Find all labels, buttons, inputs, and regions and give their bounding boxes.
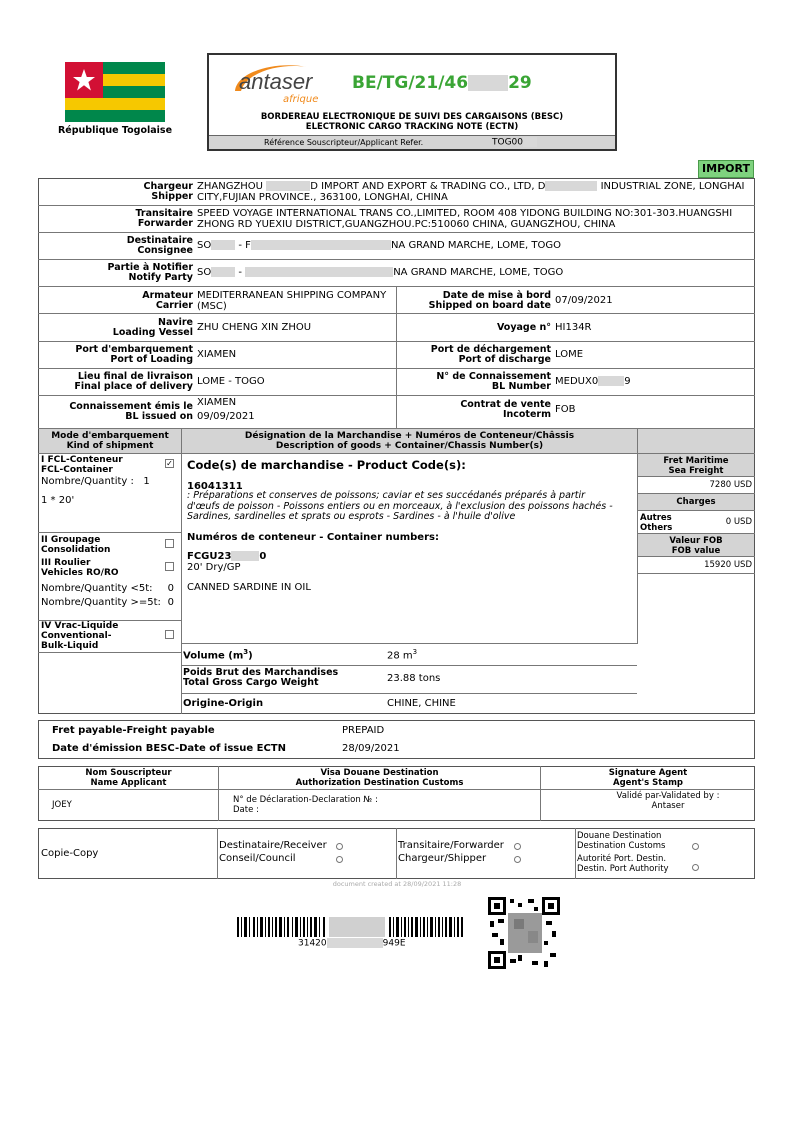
copy-port: Autorité Port. Destin. Destin. Port Authority — [577, 854, 699, 874]
port-of-loading-value: XIAMEN — [197, 349, 237, 360]
ectn-reference: BE/TG/21/46 29 — [352, 73, 532, 93]
freight-payable-label: Fret payable-Freight payable — [52, 725, 215, 736]
notify-value: SO - NA GRAND MARCHE, LOME, TOGO — [197, 267, 564, 278]
origin-label: Origine-Origin — [183, 698, 264, 709]
customs-header: Visa Douane Destination Authorization Destination Customs — [295, 768, 464, 788]
voyage-number-value: HI134R — [555, 322, 592, 333]
star-icon — [72, 68, 96, 92]
roro-quantity-lt5: Nombre/Quantity <5t: 0 — [41, 583, 174, 594]
validated-by: Validé par-Validated by : Antaser — [616, 791, 720, 811]
forwarder-radio[interactable] — [514, 843, 521, 850]
other-charges-label: Autres Others — [640, 513, 673, 533]
barcode — [237, 917, 463, 937]
gross-weight-label: Poids Brut des Marchandises Total Gross Cargo Weight — [183, 667, 339, 688]
logo-subtext: afrique — [283, 94, 319, 105]
title-en: ELECTRONIC CARGO TRACKING NOTE (ECTN) — [305, 122, 519, 132]
agent-stamp-header: Signature Agent Agent's Stamp — [608, 768, 688, 788]
groupage-title: II Groupage Consolidation — [41, 535, 111, 555]
carrier-label: Armateur Carrier — [142, 290, 193, 311]
receiver-radio[interactable] — [336, 843, 343, 850]
applicant-ref-bar: Référence Souscripteur/Applicant Refer. TOG00 — [209, 135, 615, 149]
incoterm-value: FOB — [555, 404, 576, 415]
groupage-checkbox[interactable] — [165, 539, 174, 548]
copy-receiver: Destinataire/Receiver — [219, 840, 343, 851]
container-numbers-title: Numéros de conteneur - Container numbers: — [187, 532, 439, 543]
port-radio[interactable] — [692, 864, 699, 871]
flag-caption: République Togolaise — [57, 125, 173, 136]
goods-description-header: Désignation de la Marchandise + Numéros de Conteneur/Châssis Description of goods + Container/Chassis Number(s) — [244, 431, 575, 451]
title-fr: BORDEREAU ELECTRONIQUE DE SUIVI DES CARGAISONS (BESC) — [260, 112, 564, 122]
port-of-discharge-label: Port de déchargement Port of discharge — [430, 344, 551, 365]
hs-code: 16041311 — [187, 481, 243, 492]
customs-radio[interactable] — [692, 843, 699, 850]
fob-value: 15920 USD — [704, 560, 752, 570]
barcode-number: 31420 949E — [298, 938, 406, 949]
declaration-label: N° de Déclaration-Declaration № : Date : — [233, 795, 378, 815]
forwarder-label: Transitaire Forwarder — [135, 208, 193, 229]
shipper-label: Chargeur Shipper — [143, 181, 193, 202]
bl-issued-label: Connaissement émis le BL issued on — [69, 401, 193, 422]
origin-value: CHINE, CHINE — [387, 698, 456, 709]
container-number: FCGU23 0 — [187, 551, 267, 562]
fcl-title: I FCL-Conteneur FCL-Container — [41, 455, 123, 475]
notify-label: Partie à Notifier Notify Party — [107, 262, 193, 283]
final-place-label: Lieu final de livraison Final place of delivery — [74, 371, 193, 392]
copy-label: Copie-Copy — [41, 848, 99, 859]
fcl-size: 1 * 20' — [41, 495, 75, 506]
togo-flag — [65, 62, 165, 122]
container-type: 20' Dry/GP — [187, 562, 241, 573]
product-code-title: Code(s) de marchandise - Product Code(s): — [187, 458, 466, 472]
copy-customs: Douane Destination Destination Customs — [577, 831, 699, 851]
shipper-radio[interactable] — [514, 856, 521, 863]
volume-label: Volume $(m^3)$ — [183, 648, 253, 662]
kind-of-shipment-header: Mode d'embarquement Kind of shipment — [51, 431, 169, 451]
logo-text: antaser — [239, 69, 313, 94]
issue-date-value: 28/09/2021 — [342, 743, 400, 754]
bulk-checkbox[interactable] — [165, 630, 174, 639]
qr-code — [488, 897, 560, 969]
hs-description: : Préparations et conserves de poissons; caviar et ses succédanés préparés à partir d'œufs de poisson - Poissons entiers ou en morceaux, à l'exclusion des poissons hachés - Sardines, sardinelles et sprats ou esprots - Sardines - à l'huile d'olive — [187, 490, 613, 522]
shipper-value: ZHANGZHOU D IMPORT AND EXPORT & TRADING CO., LTD, D INDUSTRIAL ZONE, LONGHAI CITY,FUJIAN PROVINCE., 363100, LONGHAI, CHINA — [197, 181, 745, 203]
bl-number-value: MEDUX0 9 — [555, 376, 631, 387]
created-timestamp: document created at 28/09/2021 11:28 — [332, 880, 462, 888]
incoterm-label: Contrat de vente Incoterm — [460, 399, 551, 420]
sea-freight-header: Fret Maritime Sea Freight — [663, 456, 729, 476]
roro-title: III Roulier Vehicles RO/RO — [41, 558, 119, 578]
bl-issued-value: XIAMEN 09/09/2021 — [197, 397, 255, 422]
volume-value: 28 $m^3$ — [387, 648, 418, 662]
freight-payable-value: PREPAID — [342, 725, 385, 736]
gross-weight-value: 23.88 tons — [387, 673, 441, 684]
vessel-label: Navire Loading Vessel — [112, 317, 193, 338]
bl-number-label: N° de Connaissement BL Number — [436, 371, 551, 392]
copy-forwarder: Transitaire/Forwarder — [398, 840, 521, 851]
shipped-date-label: Date de mise à bord Shipped on board date — [428, 290, 551, 311]
other-charges-value: 0 USD — [725, 517, 752, 527]
applicant-name: JOEY — [52, 800, 72, 810]
sea-freight-value: 7280 USD — [709, 480, 752, 490]
final-place-value: LOME - TOGO — [197, 376, 265, 387]
charges-header: Charges — [676, 497, 716, 507]
council-radio[interactable] — [336, 856, 343, 863]
vessel-value: ZHU CHENG XIN ZHOU — [197, 322, 312, 333]
voyage-number-label: Voyage n° — [496, 322, 551, 333]
import-badge: IMPORT — [698, 160, 754, 178]
port-of-discharge-value: LOME — [555, 349, 584, 360]
fob-value-header: Valeur FOB FOB value — [669, 536, 723, 556]
carrier-value: MEDITERRANEAN SHIPPING COMPANY (MSC) — [197, 290, 387, 312]
fcl-quantity: Nombre/Quantity : 1 — [41, 476, 150, 487]
port-of-loading-label: Port d'embarquement Port of Loading — [75, 344, 193, 365]
roro-checkbox[interactable] — [165, 562, 174, 571]
consignee-value: SO - F NA GRAND MARCHE, LOME, TOGO — [197, 240, 562, 251]
copy-shipper: Chargeur/Shipper — [398, 853, 521, 864]
shipped-date-value: 07/09/2021 — [555, 295, 613, 306]
copy-council: Conseil/Council — [219, 853, 343, 864]
goods-description: CANNED SARDINE IN OIL — [187, 582, 311, 593]
issue-date-label: Date d'émission BESC-Date of issue ECTN — [52, 743, 286, 754]
fcl-checkbox[interactable]: ✓ — [166, 459, 173, 468]
applicant-header: Nom Souscripteur Name Applicant — [85, 768, 172, 788]
roro-quantity-ge5: Nombre/Quantity >=5t: 0 — [41, 597, 174, 608]
header-box — [207, 53, 617, 151]
consignee-label: Destinataire Consignee — [126, 235, 193, 256]
forwarder-value: SPEED VOYAGE INTERNATIONAL TRANS CO.,LIMITED, ROOM 408 YIDONG BUILDING NO:301-303.HUANGSHI ZHONG RD YUEXIU DISTRICT,GUANGZHOU.PC:510060 CHINA, GUANGZHOU, CHINA — [197, 208, 733, 230]
bulk-title: IV Vrac-Liquide Conventional- Bulk-Liquid — [41, 621, 119, 651]
